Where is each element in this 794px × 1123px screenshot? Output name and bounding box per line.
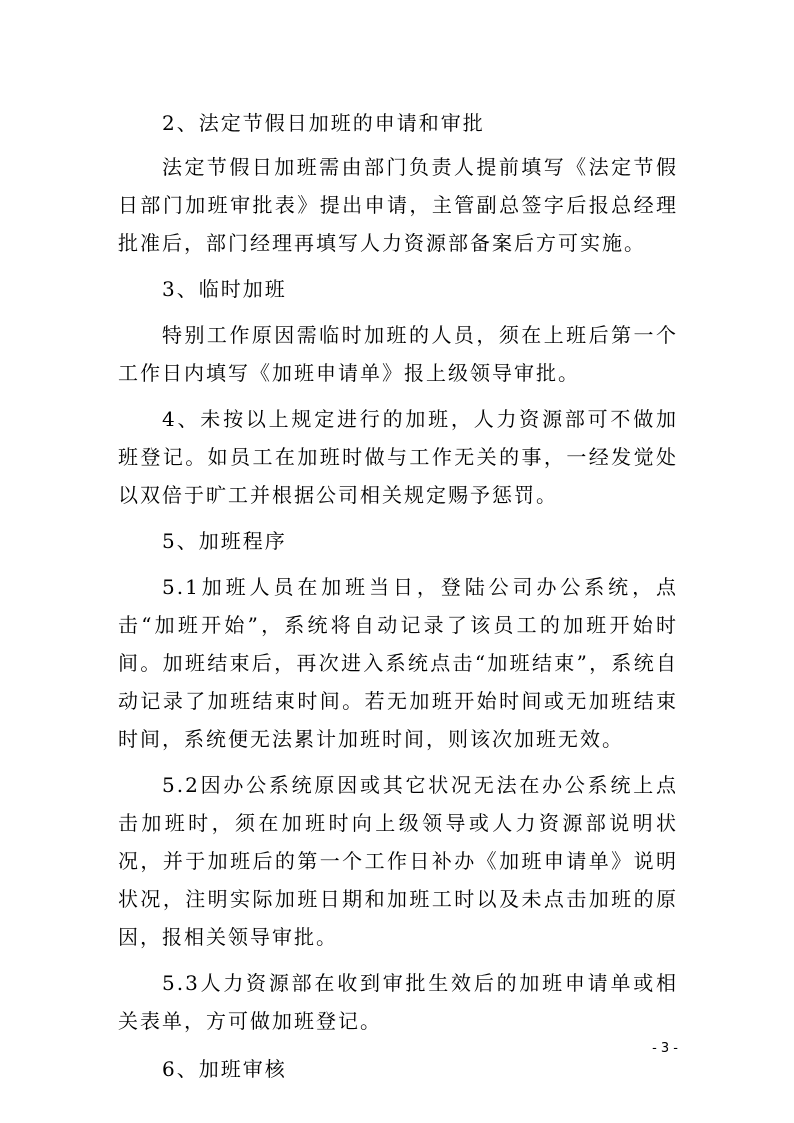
paragraph-holiday-overtime-approval: 法定节假日加班需由部门负责人提前填写《法定节假日部门加班审批表》提出申请，主管副总签字后报总经理批准后，部门经理再填写人力资源部备案后方可实施。 [118,155,678,255]
section-heading-temporary-overtime: 3、临时加班 [162,277,287,301]
section-heading-holiday-overtime: 2、法定节假日加班的申请和审批 [162,111,485,135]
paragraph-procedure-5-1: 5.1加班人员在加班当日，登陆公司办公系统，点击“加班开始”，系统将自动记录了该员工的加班开始时间。加班结束后，再次进入系统点击“加班结束”，系统自动记录了加班结束时间。若无加班开始时间或无加班结束时间，系统便无法累计加班时间，则该次加班无效。 [118,575,678,751]
section-heading-overtime-procedure: 5、加班程序 [162,529,287,553]
section-heading-overtime-review: 6、加班审核 [162,1057,287,1081]
paragraph-procedure-5-2: 5.2因办公系统原因或其它状况无法在办公系统上点击加班时，须在加班时向上级领导或人力资源部说明状况，并于加班后的第一个工作日补办《加班申请单》说明状况，注明实际加班日期和加班工时以及未点击加班的原因，报相关领导审批。 [118,773,678,949]
paragraph-temporary-overtime: 特别工作原因需临时加班的人员，须在上班后第一个工作日内填写《加班申请单》报上级领导审批。 [118,323,678,385]
document-body [118,104,678,1088]
paragraph-procedure-5-3: 5.3人力资源部在收到审批生效后的加班申请单或相关表单，方可做加班登记。 [118,971,678,1033]
paragraph-unregistered-overtime: 4、未按以上规定进行的加班，人力资源部可不做加班登记。如员工在加班时做与工作无关的事，一经发觉处以双倍于旷工并根据公司相关规定赐予惩罚。 [118,407,678,507]
page-number: - 3 - [652,1041,678,1056]
